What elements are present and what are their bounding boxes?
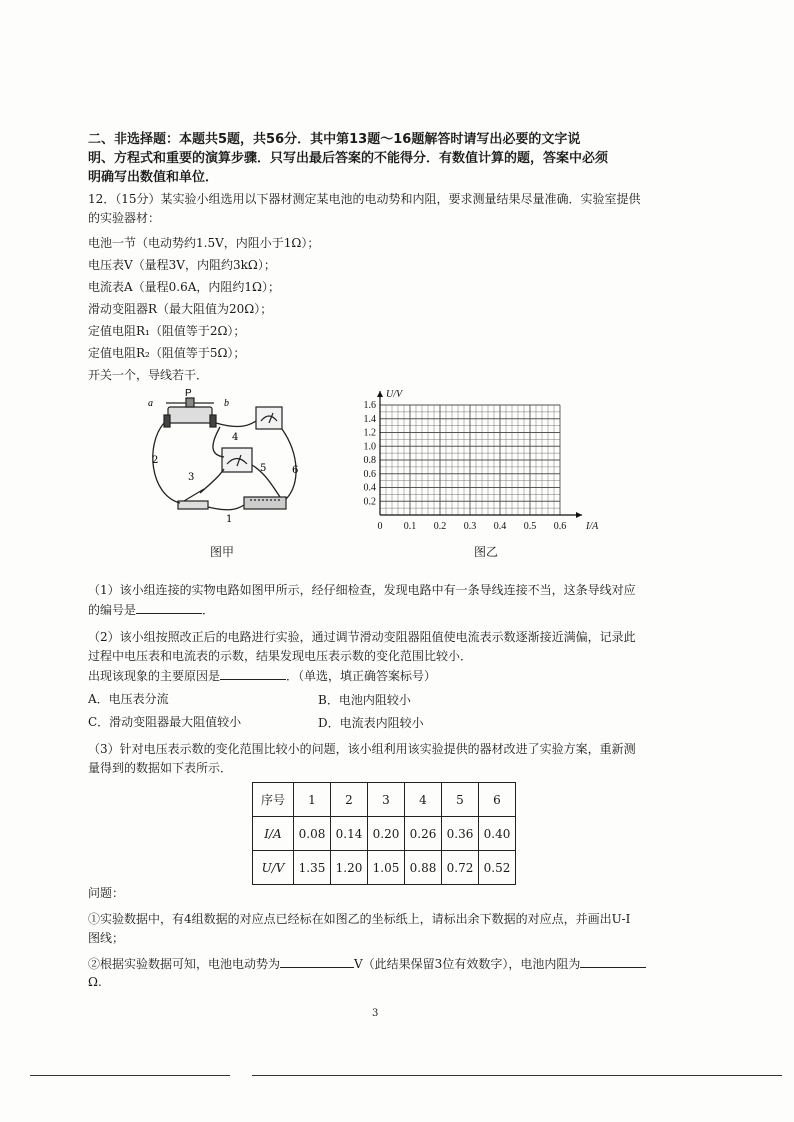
table-cell: 0.88 xyxy=(405,851,442,885)
wire-label-5: 5 xyxy=(260,463,267,474)
equipment-item: 电流表A（量程0.6A，内阻约1Ω）； xyxy=(88,280,281,294)
part1-text-c: ． xyxy=(202,603,215,617)
switch xyxy=(178,489,208,509)
table-cell: 0.20 xyxy=(368,817,405,851)
y-tick-label: 1.6 xyxy=(363,400,376,411)
wire-label-4: 4 xyxy=(232,432,239,443)
rheostat xyxy=(164,398,216,427)
circuit-figure xyxy=(140,385,310,530)
section-header-line-2: 明、方程式和重要的演算步骤．只写出最后答案的不能得分．有数值计算的题，答案中必须 xyxy=(88,151,609,166)
x-tick-label: 0.6 xyxy=(553,521,567,532)
part3-text-b: 量得到的数据如下表所示． xyxy=(88,761,233,775)
figure-a-caption: 图甲 xyxy=(210,545,235,559)
wire-label-6: 6 xyxy=(292,465,299,476)
label-a: a xyxy=(148,398,153,409)
origin-label: 0 xyxy=(377,521,383,532)
part2-text-a: （2）该小组按照改正后的电路进行实验，通过调节滑动变阻器阻值使电流表示数逐渐接近满偏，记录此 xyxy=(88,630,636,644)
x-tick-label: 0.3 xyxy=(463,521,477,532)
question-1-a: ①实验数据中，有4组数据的对应点已经标在如图乙的坐标纸上，请标出余下数据的对应点，并画出U-I xyxy=(88,912,631,926)
option-d: D．电流表内阻较小 xyxy=(318,716,424,730)
table-cell: 1 xyxy=(294,783,331,817)
table-cell: 0.72 xyxy=(442,851,479,885)
equipment-item: 电池一节（电动势约1.5V，内阻小于1Ω）； xyxy=(88,236,320,250)
answer-blank-emf[interactable] xyxy=(280,955,354,968)
table-row xyxy=(253,851,516,885)
section-header-line-3: 明确写出数值和单位． xyxy=(88,170,219,185)
table-row xyxy=(253,783,516,817)
table-cell: 4 xyxy=(405,783,442,817)
x-tick-label: 0.4 xyxy=(493,521,507,532)
wire-label-3: 3 xyxy=(188,472,195,483)
scan-line xyxy=(252,1075,782,1076)
section-header-line-1: 二、非选择题：本题共5题，共56分．其中第13题～16题解答时请写出必要的文字说 xyxy=(88,132,581,147)
table-cell: U/V xyxy=(253,851,294,885)
answer-blank-1[interactable] xyxy=(136,601,202,614)
question-intro-2: 的实验器材： xyxy=(88,211,161,225)
scan-line xyxy=(30,1075,230,1076)
question-2-c: Ω. xyxy=(88,975,102,989)
table-cell: 3 xyxy=(368,783,405,817)
y-tick-label: 1.4 xyxy=(363,413,376,425)
x-tick-label: 0.2 xyxy=(433,521,447,532)
question-2-a: ②根据实验数据可知，电池电动势为 xyxy=(88,957,281,971)
label-b: b xyxy=(224,398,229,409)
part2-text-c: 出现该现象的主要原因是 xyxy=(88,669,221,683)
table-cell: 0.36 xyxy=(442,817,479,851)
table-cell: 2 xyxy=(331,783,368,817)
y-tick-label: 0.2 xyxy=(363,496,376,508)
ammeter xyxy=(222,448,252,472)
equipment-item: 定值电阻R₁（阻值等于2Ω）； xyxy=(88,324,246,338)
table-cell: 0.40 xyxy=(479,817,516,851)
x-axis-arrow xyxy=(576,512,582,518)
part2-text-b: 过程中电压表和电流表的示数，结果发现电压表示数的变化范围比较小． xyxy=(88,649,473,663)
battery xyxy=(244,497,286,509)
table-cell: 序号 xyxy=(253,783,294,817)
table-cell: 0.08 xyxy=(294,817,331,851)
part2-text-d: ．（单选，填正确答案标号） xyxy=(286,669,437,683)
table-row xyxy=(253,817,516,851)
equipment-item: 电压表V（量程3V，内阻约3kΩ）； xyxy=(88,258,276,272)
equipment-item: 滑动变阻器R（最大阻值为20Ω）； xyxy=(88,302,273,316)
table-cell: 0.52 xyxy=(479,851,516,885)
question-1-b: 图线； xyxy=(88,931,125,945)
y-tick-label: 1.0 xyxy=(363,441,376,453)
table-cell: 1.05 xyxy=(368,851,405,885)
option-b: B．电池内阻较小 xyxy=(318,693,411,707)
data-table xyxy=(252,782,516,885)
table-cell: I/A xyxy=(253,817,294,851)
figure-b-caption: 图乙 xyxy=(474,545,499,559)
table-cell: 5 xyxy=(442,783,479,817)
ui-chart xyxy=(350,390,610,540)
table-cell: 6 xyxy=(479,783,516,817)
table-cell: 0.26 xyxy=(405,817,442,851)
equipment-item: 开关一个，导线若干． xyxy=(88,368,209,382)
y-tick-label: 1.2 xyxy=(363,427,376,439)
voltmeter xyxy=(256,407,282,429)
part2-line-c xyxy=(88,667,436,684)
y-tick-label: 0.6 xyxy=(363,468,376,480)
y-axis-arrow xyxy=(377,391,383,397)
y-axis-label: U/V xyxy=(386,390,403,400)
wire-label-1: 1 xyxy=(226,514,233,525)
wire-label-2: 2 xyxy=(152,455,159,466)
y-tick-label: 0.8 xyxy=(363,455,376,466)
option-a: A．电压表分流 xyxy=(88,692,169,706)
part1-line-b xyxy=(88,601,214,618)
question-2-line xyxy=(88,955,646,972)
answer-blank-resistance[interactable] xyxy=(580,955,646,968)
grid xyxy=(380,405,560,515)
question-intro-1: 12．（15分）某实验小组选用以下器材测定某电池的电动势和内阻，要求测量结果尽量准确．实验室提供 xyxy=(88,192,641,206)
option-c: C．滑动变阻器最大阻值较小 xyxy=(88,715,242,729)
part3-text-a: （3）针对电压表示数的变化范围比较小的问题，该小组利用该实验提供的器材改进了实验方案，重新测 xyxy=(88,742,636,756)
table-cell: 1.35 xyxy=(294,851,331,885)
label-p: P xyxy=(185,388,192,399)
x-axis-label: I/A xyxy=(586,521,599,532)
part1-text-a: （1）该小组连接的实物电路如图甲所示，经仔细检查，发现电路中有一条导线连接不当，这条导线对应 xyxy=(88,583,636,597)
answer-blank-2[interactable] xyxy=(220,667,286,680)
table-cell: 0.14 xyxy=(331,817,368,851)
y-tick-label: 0.4 xyxy=(363,482,376,494)
table-cell: 1.20 xyxy=(331,851,368,885)
page-number: 3 xyxy=(372,1008,379,1019)
x-tick-label: 0.5 xyxy=(523,521,537,532)
question-2-b: V（此结果保留3位有效数字），电池内阻为 xyxy=(354,957,581,971)
part1-text-b: 的编号是 xyxy=(88,603,137,617)
ask-label: 问题： xyxy=(88,886,125,900)
x-tick-label: 0.1 xyxy=(403,521,417,532)
equipment-item: 定值电阻R₂（阻值等于5Ω）； xyxy=(88,346,246,360)
